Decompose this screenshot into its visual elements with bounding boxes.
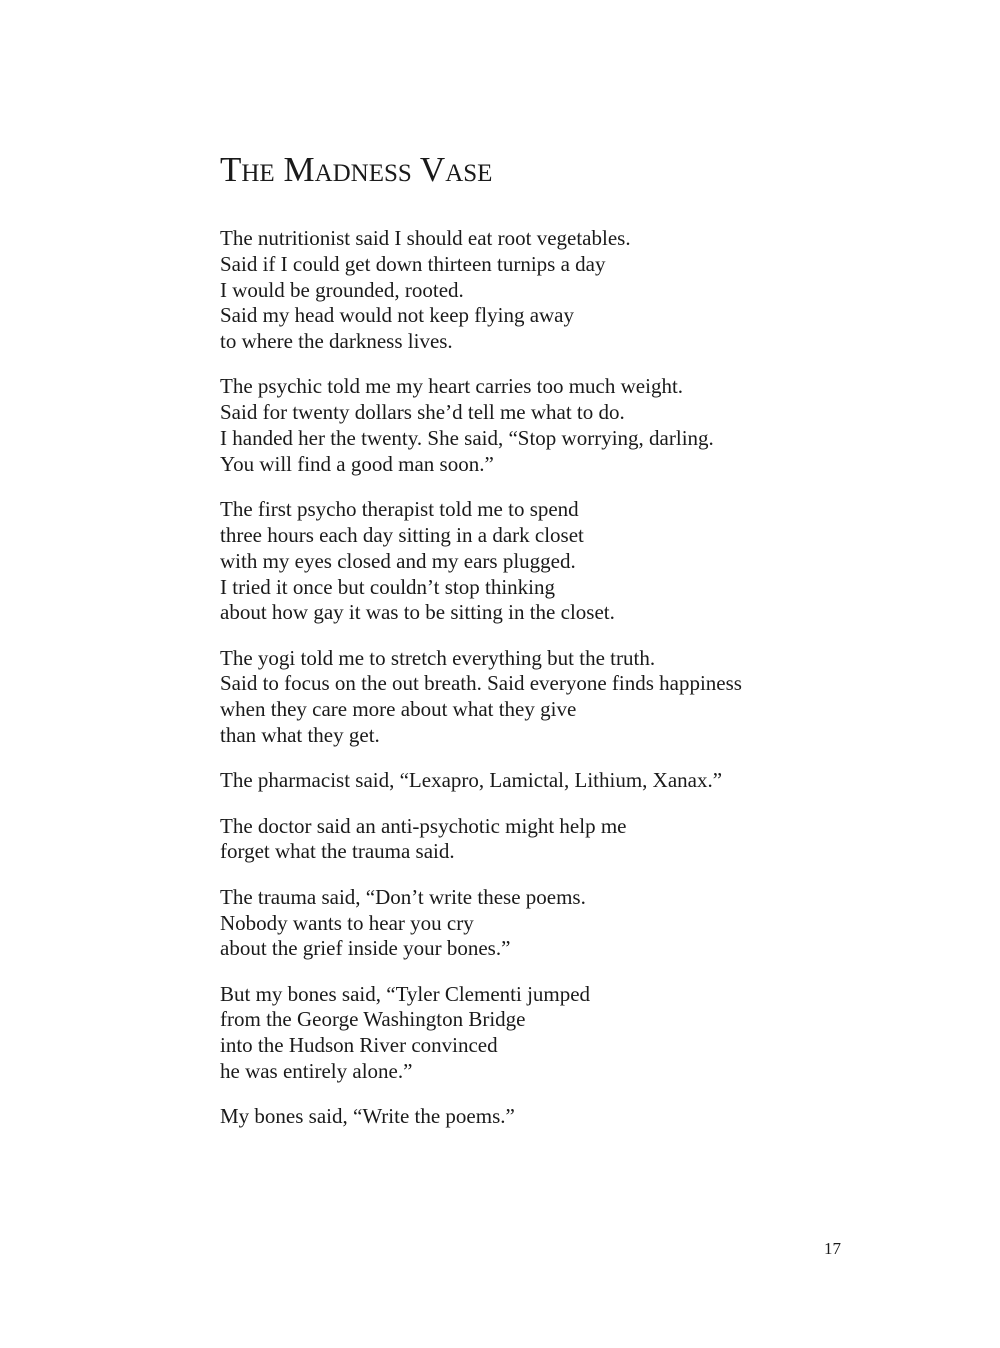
page-number: 17	[824, 1239, 841, 1258]
stanza	[220, 885, 840, 962]
stanza	[220, 497, 840, 626]
stanza	[220, 814, 840, 866]
poem-line: I would be grounded, rooted.	[220, 277, 464, 302]
poem-line: than what they get.	[220, 723, 380, 748]
poem-line: with my eyes closed and my ears plugged.	[220, 548, 576, 573]
poem-line: to where the darkness lives.	[220, 329, 453, 354]
poem-line: But my bones said, “Tyler Clementi jumped	[220, 981, 591, 1006]
poem-line: Said to focus on the out breath. Said everyone finds happiness	[220, 671, 742, 696]
poem-line: The psychic told me my heart carries too much weight.	[220, 374, 684, 399]
poem-line: forget what the trauma said.	[220, 839, 455, 864]
poem-line: The trauma said, “Don’t write these poems.	[220, 884, 586, 909]
poem-line: from the George Washington Bridge	[220, 1007, 526, 1032]
poem-line: The first psycho therapist told me to spend	[220, 497, 579, 522]
poem-line: three hours each day sitting in a dark closet	[220, 522, 584, 547]
poem-line: The doctor said an anti-psychotic might help me	[220, 813, 627, 838]
poem-line: Said my head would not keep flying away	[220, 303, 575, 328]
poem-title: The Madness Vase	[220, 150, 493, 189]
poem-line: The yogi told me to stretch everything but the truth.	[220, 645, 656, 670]
poem-line: I tried it once but couldn’t stop thinking	[220, 574, 555, 599]
poem-line: You will find a good man soon.”	[220, 451, 494, 476]
stanza	[220, 1104, 840, 1130]
stanza	[220, 768, 840, 794]
stanza	[220, 646, 840, 749]
poem-line: I handed her the twenty. She said, “Stop worrying, darling.	[220, 426, 714, 451]
poem-line: he was entirely alone.”	[220, 1059, 413, 1084]
poem-line: My bones said, “Write the poems.”	[220, 1104, 515, 1129]
poem-line: Said for twenty dollars she’d tell me what to do.	[220, 400, 625, 425]
poem-line: Nobody wants to hear you cry	[220, 910, 474, 935]
poem-line: The pharmacist said, “Lexapro, Lamictal, Lithium, Xanax.”	[220, 768, 723, 793]
stanza	[220, 226, 840, 355]
poem-line: Said if I could get down thirteen turnips a day	[220, 251, 606, 276]
poem-body	[220, 226, 840, 1150]
stanza	[220, 982, 840, 1085]
poem-line: into the Hudson River convinced	[220, 1033, 498, 1058]
poem-line: about the grief inside your bones.”	[220, 936, 511, 961]
poem-line: The nutritionist said I should eat root vegetables.	[220, 226, 631, 250]
stanza	[220, 374, 840, 477]
poem-line: when they care more about what they give	[220, 697, 577, 722]
poem-line: about how gay it was to be sitting in the closet.	[220, 600, 615, 625]
